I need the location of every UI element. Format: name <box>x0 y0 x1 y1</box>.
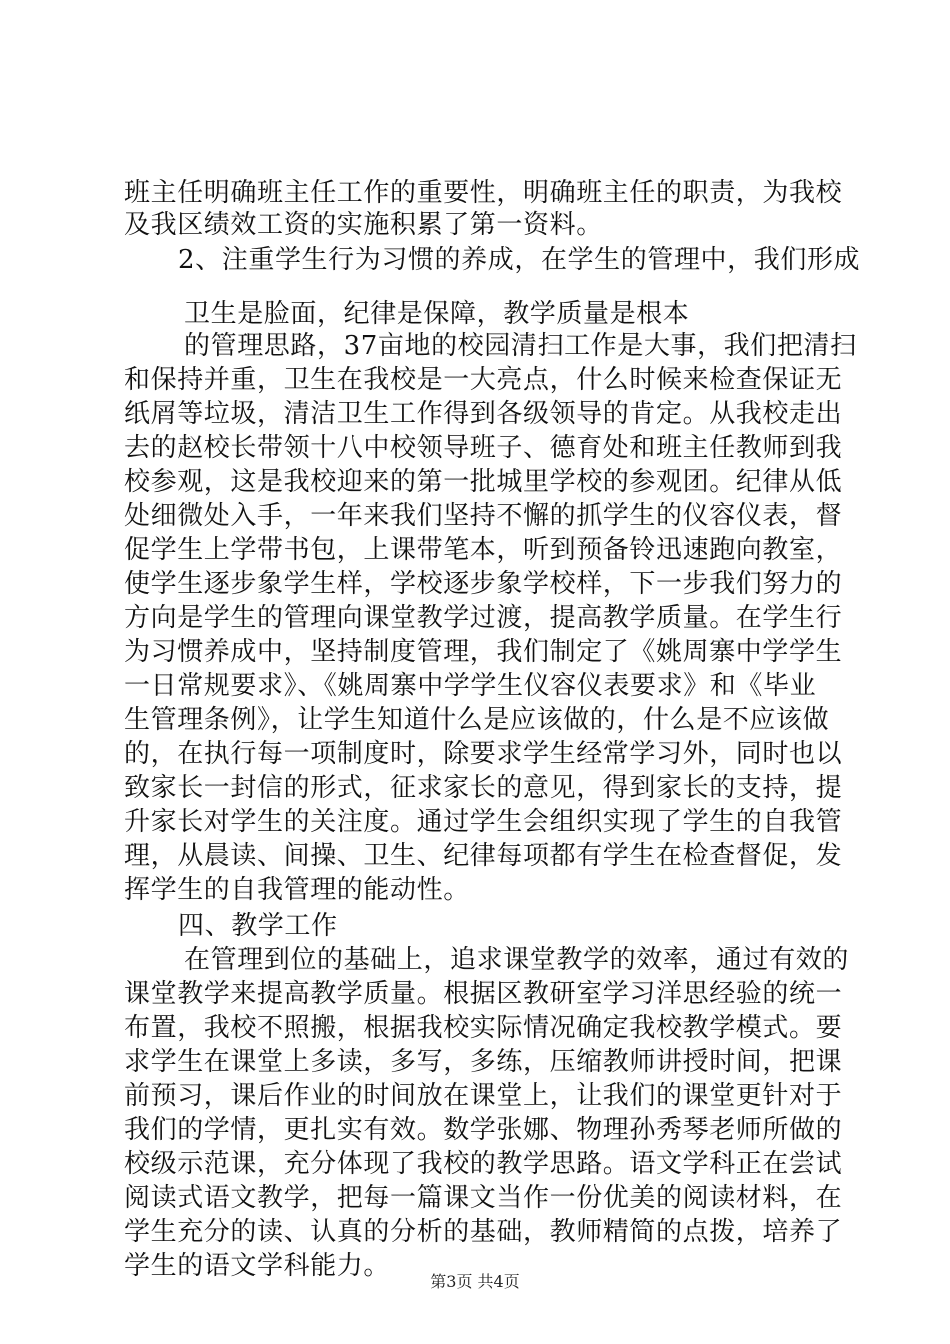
paragraph-line: 使学生逐步象学生样，学校逐步象学校样，下一步我们努力的 <box>124 569 843 599</box>
paragraph-line: 的管理思路，37亩地的校园清扫工作是大事，我们把清扫 <box>184 331 857 361</box>
paragraph-line: 我们的学情，更扎实有效。数学张娜、物理孙秀琴老师所做的 <box>124 1115 843 1145</box>
section-heading: 四、教学工作 <box>178 911 338 941</box>
page-number: 第3页 共4页 <box>430 1272 520 1291</box>
paragraph-line: 纸屑等垃圾，清洁卫生工作得到各级领导的肯定。从我校走出 <box>124 399 843 429</box>
paragraph-line: 生管理条例》，让学生知道什么是应该做的，什么是不应该做 <box>124 705 830 735</box>
paragraph-line: 致家长一封信的形式，征求家长的意见，得到家长的支持，提 <box>124 773 843 803</box>
paragraph-line: 课堂教学来提高教学质量。根据区教研室学习洋思经验的统一 <box>124 979 843 1009</box>
paragraph-line: 校参观，这是我校迎来的第一批城里学校的参观团。纪律从低 <box>124 467 843 497</box>
paragraph-line: 前预习，课后作业的时间放在课堂上，让我们的课堂更针对于 <box>124 1081 843 1111</box>
paragraph-line: 一日常规要求》、《姚周寨中学学生仪容仪表要求》和《毕业 <box>124 671 817 701</box>
management-motto: 卫生是脸面，纪律是保障，教学质量是根本 <box>184 299 690 329</box>
paragraph-line: 学生的语文学科能力。 <box>124 1251 391 1281</box>
paragraph-line: 布置，我校不照搬，根据我校实际情况确定我校教学模式。要 <box>124 1013 843 1043</box>
paragraph-line: 挥学生的自我管理的能动性。 <box>124 875 470 905</box>
paragraph-line: 促学生上学带书包，上课带笔本，听到预备铃迅速跑向教室， <box>124 535 843 565</box>
paragraph-line: 求学生在课堂上多读，多写，多练，压缩教师讲授时间，把课 <box>124 1047 843 1077</box>
paragraph-line: 班主任明确班主任工作的重要性，明确班主任的职责，为我校 <box>124 178 843 208</box>
paragraph-line: 校级示范课，充分体现了我校的教学思路。语文学科正在尝试 <box>124 1149 843 1179</box>
paragraph-line: 及我区绩效工资的实施积累了第一资料。 <box>124 210 603 240</box>
paragraph-line: 阅读式语文教学，把每一篇课文当作一份优美的阅读材料，在 <box>124 1183 843 1213</box>
paragraph-line: 理，从晨读、间操、卫生、纪律每项都有学生在检查督促，发 <box>124 841 843 871</box>
paragraph-line: 学生充分的读、认真的分析的基础，教师精简的点拨，培养了 <box>124 1217 843 1247</box>
paragraph-line: 方向是学生的管理向课堂教学过渡，提高教学质量。在学生行 <box>124 603 843 633</box>
page-footer <box>0 1272 950 1292</box>
paragraph-line: 去的赵校长带领十八中校领导班子、德育处和班主任教师到我 <box>124 433 843 463</box>
paragraph-line: 的，在执行每一项制度时，除要求学生经常学习外，同时也以 <box>124 739 843 769</box>
paragraph-line: 升家长对学生的关注度。通过学生会组织实现了学生的自我管 <box>124 807 843 837</box>
paragraph-line: 处细微处入手，一年来我们坚持不懈的抓学生的仪容仪表，督 <box>124 501 843 531</box>
paragraph-line: 在管理到位的基础上，追求课堂教学的效率，通过有效的 <box>184 945 850 975</box>
list-item-2: 2、注重学生行为习惯的养成，在学生的管理中，我们形成 <box>178 245 861 275</box>
paragraph-line: 为习惯养成中，坚持制度管理，我们制定了《姚周寨中学学生 <box>124 637 843 667</box>
paragraph-line: 和保持并重，卫生在我校是一大亮点，什么时候来检查保证无 <box>124 365 843 395</box>
